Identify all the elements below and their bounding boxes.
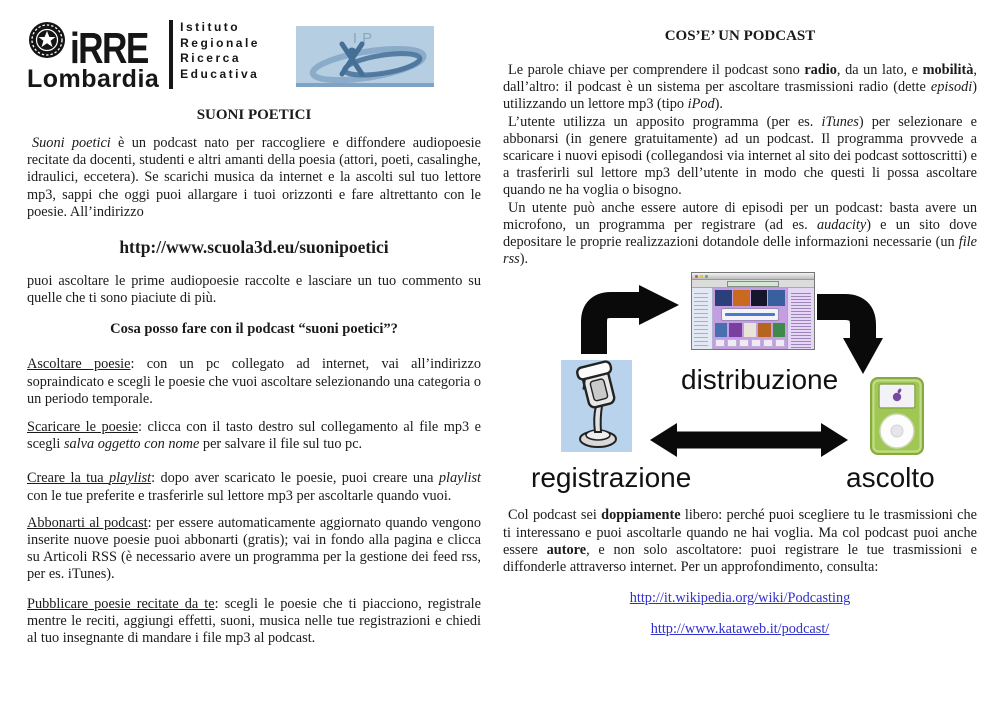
howto-item-pubblicare: Pubblicare poesie recitate da te: scegli le poesie che ti piacciono, registrale mentre le reciti, aggiungi effetti, suoni, musica nelle tue registrazioni e chiedi al tuo insegnante di mandare i file mp3 al podcast. [27,595,481,647]
close-icon [695,275,698,278]
itunes-lcd [727,281,779,287]
howto-item-abbonarti: Abbonarti al podcast: per essere automaticamente aggiornato quando vengono inserite nuove poesie puoi abbonarti (gratis); vai in fondo alla pagina e clicca su Articoli RSS (è necessario avere un programma per la gestione dei feed rss, per es. iTunes). [27,514,481,583]
header-logos [27,18,481,93]
irre-lombardia-logo [27,18,260,91]
minimize-icon [700,275,703,278]
left-subtitle: Cosa posso fare con il podcast “suoni poetici”? [110,321,398,338]
howto-item-ascoltare: Ascoltare poesie: con un pc collegato ad internet, vai all’indirizzo sopraindicato e scegli le poesie che vuoi ascoltare selezionando una categoria o un periodo temporale. [27,356,481,407]
arrow-distribuzione-to-ascolto [817,307,863,340]
itunes-window-image [691,272,815,350]
irre-subtitle-stack: Istituto Regionale Ricerca Educativa [180,20,260,81]
closing-paragraph: Col podcast sei doppiamente libero: perché puoi scegliere tu le trasmissioni che ti interessano e puoi ascoltarle quando ne hai voglia. Ma col podcast puoi anche essere autore, e non solo ascoltatore: puoi registrare le tue trasmissioni e diffonderle attraverso internet. Per un approfondimento, consulta: [503,507,978,576]
left-title: SUONI POETICI [196,107,312,123]
after-url-paragraph: puoi ascoltare le prime audiopoesie raccolte e lasciare un tuo commento su quelle che ti sono piaciute di più. [27,273,481,307]
wikipedia-podcasting-link[interactable]: http://it.wikipedia.org/wiki/Podcasting [629,590,851,607]
microphone-image [561,360,632,452]
podcast-diagram [503,270,977,498]
howto-item-scaricare: Scaricare le poesie: clicca con il tasto destro sul collegamento al file mp3 e scegli salva oggetto con nome per salvare il file sul tuo pc. [27,419,481,453]
ip-project-logo [296,26,434,87]
logo-divider [169,20,173,89]
howto-item-playlist: Creare la tua playlist: dopo aver scaricato le poesie, puoi creare una playlist con le tue preferite e trasferirle sul lettore mp3 per ascoltarle quando vuoi. [27,470,481,504]
kataweb-podcast-link[interactable]: http://www.kataweb.it/podcast/ [650,621,830,638]
label-ascolto: ascolto [846,462,935,494]
irre-region-label: Lombardia [27,65,160,93]
zoom-icon [705,275,708,278]
right-title: COS’E’ UN PODCAST [664,28,816,44]
ip-logo-text: IP [352,30,378,47]
left-column [27,18,481,647]
intro-paragraph: Suoni poetici è un podcast nato per raccogliere e diffondere audiopoesie recitate da docenti, studenti e altri amanti della poesia (attori, poeti, casalinghe, idraulici, eccetera). Se scarichi musica da internet e la ascolti sul tuo lettore mp3, sappi che oggi puoi allargare i tuoi orizzonti e fare altrettanto con le poesie. All’indirizzo [27,135,481,220]
itunes-store-grid [713,288,787,349]
italy-seal-icon [27,18,67,67]
podcast-explanation [503,62,977,268]
right-column [503,28,977,638]
paragraph-utente: L’utente utilizza un apposito programma (per es. iTunes) per selezionare e abbonarsi (in genere gratuitamente) ad un podcast. Il programma provvede a scaricare i nuovi episodi (collegandosi via internet al sito dei podcast sottoscritti) e a trasferirli sul lettore mp3 dell’utente in modo che questi li possa ascoltare quando ne ha voglia o bisogno. [503,113,977,199]
paragraph-autore: Un utente può anche essere autore di episodi per un podcast: basta avere un microfono, un programma per registrare (ad es. audacity) e un sito dove depositare le proprie realizzazioni dotandole delle informazioni necessarie (un file rss). [503,199,977,268]
label-registrazione: registrazione [531,462,692,494]
podcast-url: http://www.scuola3d.eu/suonipoetici [119,237,389,258]
arrow-registrazione-to-distribuzione [594,305,641,354]
itunes-titlebar [692,273,814,280]
paragraph-keywords: Le parole chiave per comprendere il podcast sono radio, da un lato, e mobilità, dall’altro: il podcast è un sistema per ascoltare trasmissioni radio (dette episodi) utilizzando un lettore mp3 (tipo iPod). [503,62,977,113]
irre-wordmark: iRRE [70,24,148,73]
itunes-sidebar [692,288,713,349]
label-distribuzione: distribuzione [681,364,839,396]
itunes-toolbar [692,280,814,288]
ipod-image [865,376,929,456]
itunes-chart-list [787,288,814,349]
